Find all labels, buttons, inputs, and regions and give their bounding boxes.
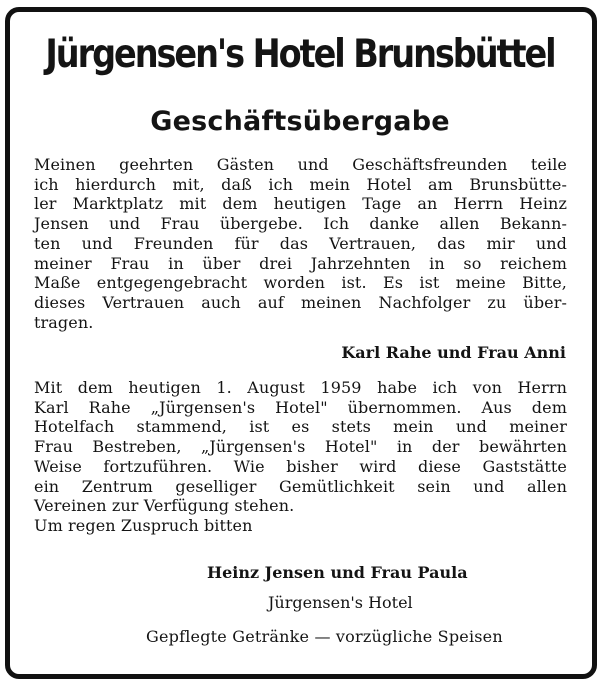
text-line: dieses Vertrauen auch auf meinen Nachfolger zu über- (34, 292, 567, 312)
text-line: Karl Rahe „Jürgensen's Hotel" übernommen. Aus dem (34, 397, 567, 417)
text-line: Weise fortzuführen. Wie bisher wird diese Gaststätte (34, 456, 567, 476)
text-line: Meinen geehrten Gästen und Geschäftsfreunden teile (34, 155, 567, 174)
text-line: Jensen und Frau übergebe. Ich danke allen Bekann- (34, 214, 567, 234)
paragraph-takeover-notice (34, 378, 567, 536)
ad-subtitle: Geschäftsübergabe (150, 106, 450, 137)
text-line: Maße entgegengebracht worden ist. Es ist meine Bitte, (34, 273, 567, 293)
signature-new-owner: Heinz Jensen und Frau Paula (207, 563, 468, 582)
text-line: Mit dem heutigen 1. August 1959 habe ich von Herrn (34, 378, 567, 397)
text-line: tragen. (34, 312, 94, 332)
ad-title: Jürgensen's Hotel Brunsbüttel (45, 32, 555, 77)
text-line: ler Marktplatz mit dem heutigen Tage an Herrn Heinz (34, 194, 567, 214)
text-line: ein Zentrum geselliger Gemütlichkeit sein und allen (34, 476, 567, 496)
text-line: Um regen Zuspruch bitten (34, 515, 253, 535)
paragraph-handover-notice (34, 155, 567, 332)
text-line: Frau Bestreben, „Jürgensen's Hotel" in der bewährten (34, 437, 567, 457)
text-line: Hotelfach stammend, ist es stets mein und meiner (34, 417, 567, 437)
text-line: meiner Frau in über drei Jahrzehnten in so reichem (34, 253, 567, 273)
footer-slogan: Gepflegte Getränke — vorzügliche Speisen (146, 627, 503, 646)
text-line: ten und Freunden für das Vertrauen, das mir und (34, 233, 567, 253)
text-line: ich hierdurch mit, daß ich mein Hotel am Brunsbütte- (34, 174, 567, 194)
text-line: Vereinen zur Verfügung stehen. (34, 496, 295, 516)
signature-previous-owner: Karl Rahe und Frau Anni (341, 343, 566, 362)
hotel-name: Jürgensen's Hotel (268, 593, 413, 612)
